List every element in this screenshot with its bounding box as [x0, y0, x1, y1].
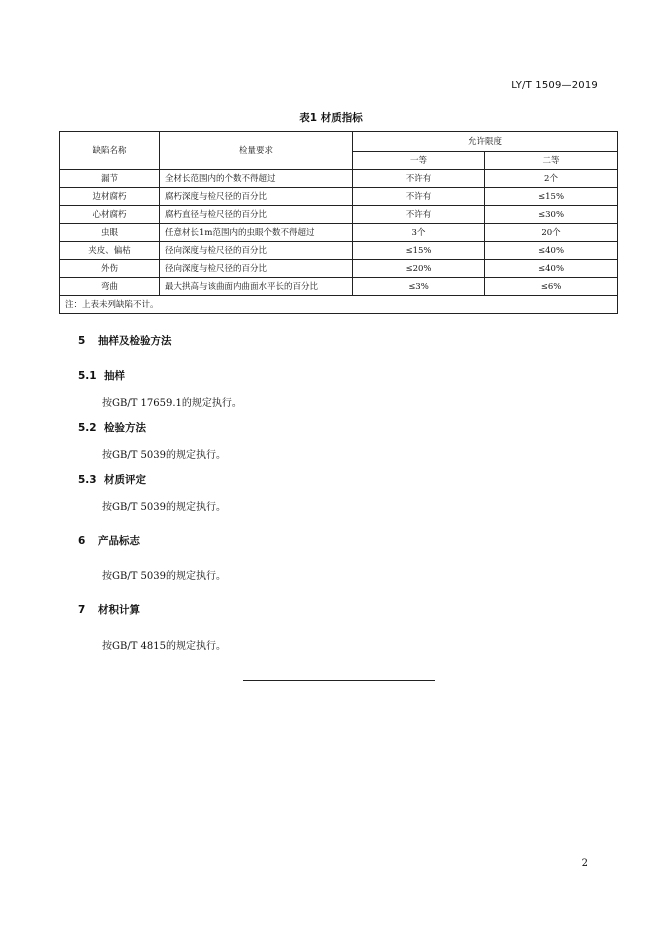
grade-1-limit: 不许有	[353, 188, 485, 206]
document-code: LY/T 1509—2019	[511, 80, 598, 91]
grade-1-limit: ≤15%	[353, 242, 485, 260]
grade-2-limit: ≤6%	[485, 278, 618, 296]
grade-1-limit: 不许有	[353, 206, 485, 224]
table-row	[60, 206, 618, 224]
table-row	[60, 278, 618, 296]
measurement-requirement: 全材长范围内的个数不得超过	[160, 170, 353, 188]
page-number: 2	[581, 858, 588, 869]
section-title: 材积计算	[98, 604, 140, 616]
defect-name: 心材腐朽	[60, 206, 160, 224]
grade-2-limit: ≤40%	[485, 242, 618, 260]
section-6-heading	[78, 533, 140, 548]
section-title: 材质评定	[104, 474, 146, 486]
section-5-2-text: 按GB/T 5039的规定执行。	[102, 450, 227, 461]
table-row	[60, 188, 618, 206]
header-grade-2: 二等	[485, 152, 618, 170]
header-defect-name: 缺陷名称	[60, 132, 160, 170]
section-number: 5.3	[78, 474, 97, 486]
header-grade-1: 一等	[353, 152, 485, 170]
section-title: 产品标志	[98, 535, 140, 547]
grade-2-limit: 20个	[485, 224, 618, 242]
section-number: 6	[78, 535, 86, 547]
section-title: 抽样	[104, 370, 125, 382]
defect-name: 漏节	[60, 170, 160, 188]
section-number: 5.1	[78, 370, 97, 382]
defect-name: 虫眼	[60, 224, 160, 242]
table-header-row	[60, 132, 618, 152]
material-spec-table	[59, 131, 618, 314]
section-5-3-text: 按GB/T 5039的规定执行。	[102, 502, 227, 513]
section-number: 5.2	[78, 422, 97, 434]
section-7-text: 按GB/T 4815的规定执行。	[102, 641, 227, 652]
measurement-requirement: 最大拱高与该曲面内曲面水平长的百分比	[160, 278, 353, 296]
table-title: 表1 材质指标	[299, 112, 363, 124]
grade-1-limit: ≤3%	[353, 278, 485, 296]
table-note-row	[60, 296, 618, 314]
header-measurement: 检量要求	[160, 132, 353, 170]
grade-1-limit: 3个	[353, 224, 485, 242]
measurement-requirement: 腐朽深度与检尺径的百分比	[160, 188, 353, 206]
grade-1-limit: ≤20%	[353, 260, 485, 278]
header-allowed-limit: 允许限度	[353, 132, 618, 152]
section-5-1-text: 按GB/T 17659.1的规定执行。	[102, 398, 242, 409]
defect-name: 弯曲	[60, 278, 160, 296]
table-row	[60, 242, 618, 260]
measurement-requirement: 任意材长1m范围内的虫眼个数不得超过	[160, 224, 353, 242]
section-title: 检验方法	[104, 422, 146, 434]
table-row	[60, 170, 618, 188]
measurement-requirement: 径向深度与检尺径的百分比	[160, 260, 353, 278]
section-5-heading	[78, 333, 172, 348]
end-of-document-rule	[243, 680, 435, 681]
section-5-2-heading	[78, 420, 146, 435]
table-note: 注：上表未列缺陷不计。	[60, 296, 618, 314]
measurement-requirement: 径向深度与检尺径的百分比	[160, 242, 353, 260]
grade-1-limit: 不许有	[353, 170, 485, 188]
section-number: 7	[78, 604, 86, 616]
section-7-heading	[78, 602, 140, 617]
grade-2-limit: ≤30%	[485, 206, 618, 224]
section-5-3-heading	[78, 472, 146, 487]
defect-name: 边材腐朽	[60, 188, 160, 206]
grade-2-limit: 2个	[485, 170, 618, 188]
defect-name: 外伤	[60, 260, 160, 278]
section-number: 5	[78, 335, 86, 347]
section-5-1-heading	[78, 368, 125, 383]
measurement-requirement: 腐朽直径与检尺径的百分比	[160, 206, 353, 224]
defect-name: 夹皮、偏枯	[60, 242, 160, 260]
grade-2-limit: ≤15%	[485, 188, 618, 206]
section-title: 抽样及检验方法	[98, 335, 172, 347]
table-row	[60, 224, 618, 242]
grade-2-limit: ≤40%	[485, 260, 618, 278]
table-row	[60, 260, 618, 278]
section-6-text: 按GB/T 5039的规定执行。	[102, 571, 227, 582]
